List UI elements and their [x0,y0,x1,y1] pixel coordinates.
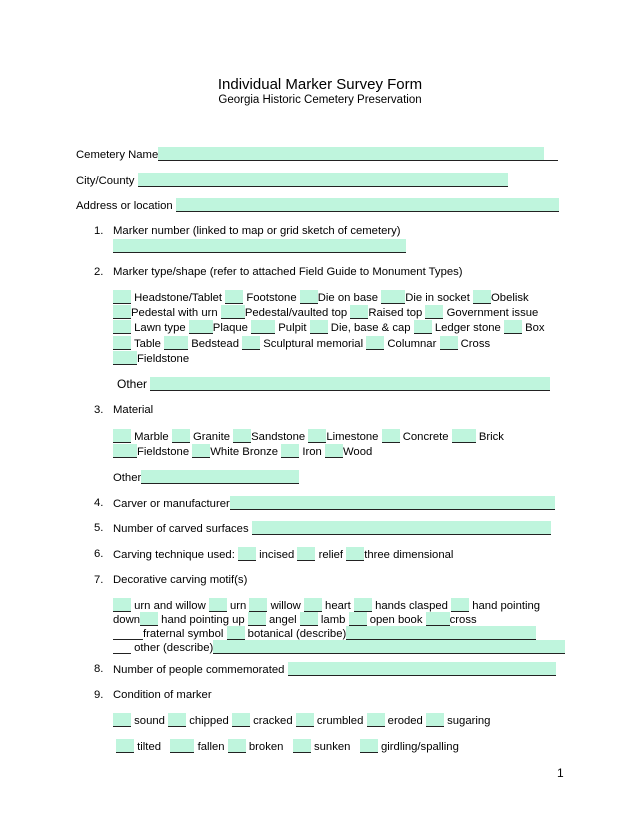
type-pulpit-blank[interactable] [251,320,275,334]
type-fieldstone-blank[interactable] [113,351,137,365]
type-pedestal-vaulted: Pedestal/vaulted top [244,307,348,319]
type-headstone-blank[interactable] [113,290,131,304]
technique-relief: relief [318,549,344,561]
material-brick: Brick [478,431,504,443]
item-5-number: 5. [94,522,104,534]
condition-sunken-blank[interactable] [293,739,311,753]
type-box-blank[interactable] [504,320,522,334]
item-7-number: 7. [94,574,104,586]
technique-3d: three dimensional [364,549,454,561]
condition-crumbled-blank[interactable] [296,713,314,727]
type-bedstead-blank[interactable] [164,336,188,350]
type-fieldstone: Fieldstone [137,353,190,365]
motif-urn-willow: urn and willow [134,600,206,612]
motif-cross: cross [449,614,477,626]
motif-urn: urn [230,600,247,612]
people-label: Number of people commemorated [113,664,285,676]
motif-other-blank[interactable] [113,640,131,654]
motif-hand-pointing-up: hand pointing up [161,614,245,626]
marker-type-row-3 [113,320,545,335]
type-box: Box [525,322,545,334]
carver-field[interactable] [230,496,555,510]
condition-chipped: chipped [189,715,229,727]
item-4-number: 4. [94,497,104,509]
material-limestone: Limestone [326,431,379,443]
condition-sound: sound [134,715,165,727]
marker-type-row-4 [113,336,490,351]
condition-broken: broken [248,741,284,753]
item-6-number: 6. [94,548,104,560]
type-bedstead: Bedstead [191,338,239,350]
type-sculptural: Sculptural memorial [263,338,364,350]
cemetery-name-row [76,147,558,162]
material-wood-blank[interactable] [325,444,343,458]
motif-down: down [113,614,141,626]
motif-angel-blank[interactable] [248,612,266,626]
motif-fraternal-blank[interactable] [113,626,143,640]
motif-angel: angel [268,614,297,626]
marker-type-label: Marker type/shape (refer to attached Field Guide to Monument Types) [113,266,463,278]
condition-girdling-blank[interactable] [360,739,378,753]
carving-technique-row [113,547,453,562]
motif-lamb-blank[interactable] [300,612,318,626]
motif-cross-blank[interactable] [426,612,450,626]
marker-number-label: Marker number (linked to map or grid sketch of cemetery) [113,225,401,237]
material-iron: Iron [302,446,322,458]
type-obelisk-blank[interactable] [473,290,491,304]
type-plaque: Plaque [212,322,248,334]
type-cross-blank[interactable] [440,336,458,350]
type-ledger: Ledger stone [434,322,501,334]
material-granite-blank[interactable] [172,429,190,443]
condition-fallen-blank[interactable] [170,739,194,753]
condition-cracked: cracked [253,715,293,727]
type-ledger-blank[interactable] [414,320,432,334]
type-table-blank[interactable] [113,336,131,350]
motif-willow-blank[interactable] [249,598,267,612]
condition-chipped-blank[interactable] [168,713,186,727]
material-white-bronze: White Bronze [210,446,279,458]
type-raised-top: Raised top [368,307,423,319]
address-field[interactable] [176,198,559,212]
type-die-on-base-blank[interactable] [300,290,318,304]
material-concrete: Concrete [402,431,449,443]
motif-heart: heart [325,600,351,612]
city-county-label: City/County [76,175,135,187]
motif-lamb: lamb [320,614,346,626]
motif-botanical: botanical (describe) [247,628,347,640]
motif-hand-pointing-up-blank[interactable] [140,612,158,626]
type-plaque-blank[interactable] [189,320,213,334]
material-other-label: Other [113,472,142,484]
type-headstone: Headstone/Tablet [134,292,223,304]
type-die-in-socket: Die in socket [405,292,470,304]
address-label: Address or location [76,200,173,212]
type-raised-top-blank[interactable] [350,305,368,319]
condition-sugaring-blank[interactable] [426,713,444,727]
motif-willow: willow [270,600,301,612]
type-die-base-cap-blank[interactable] [310,320,328,334]
type-die-in-socket-blank[interactable] [381,290,405,304]
condition-label: Condition of marker [113,689,212,701]
motif-urn-blank[interactable] [209,598,227,612]
marker-type-row-5 [113,351,189,366]
marker-type-row-1 [113,290,529,305]
carved-surfaces-label: Number of carved surfaces [113,523,249,535]
type-footstone-blank[interactable] [225,290,243,304]
type-columnar-blank[interactable] [366,336,384,350]
condition-row-1 [113,713,490,728]
motif-hand-pointing-blank[interactable] [451,598,469,612]
condition-cracked-blank[interactable] [232,713,250,727]
motif-hands-clasped: hands clasped [375,600,448,612]
material-sandstone-blank[interactable] [233,429,251,443]
city-county-field[interactable] [138,173,508,187]
page-title: Individual Marker Survey Form [217,76,423,93]
item-9-number: 9. [94,689,104,701]
type-lawn-blank[interactable] [113,320,131,334]
item-8-number: 8. [94,663,104,675]
motif-open-book: open book [369,614,423,626]
carver-row [113,496,555,511]
condition-eroded-blank[interactable] [367,713,385,727]
condition-crumbled: crumbled [316,715,364,727]
carving-technique-label: Carving technique used: [113,549,235,561]
cemetery-name-field[interactable] [158,147,544,161]
motif-hand-pointing: hand pointing [472,600,541,612]
type-die-base-cap: Die, base & cap [330,322,411,334]
technique-3d-blank[interactable] [346,547,364,561]
condition-eroded: eroded [387,715,423,727]
material-white-bronze-blank[interactable] [192,444,210,458]
motif-row-1 [113,598,540,613]
motif-hands-clasped-blank[interactable] [354,598,372,612]
material-other-field[interactable] [141,470,299,484]
motif-other: other (describe) [134,642,214,654]
type-pedestal-urn-blank[interactable] [113,305,131,319]
material-fieldstone-blank[interactable] [113,444,137,458]
motif-fraternal: fraternal symbol [143,628,224,640]
condition-broken-blank[interactable] [228,739,246,753]
type-lawn: Lawn type [134,322,186,334]
type-government-blank[interactable] [425,305,443,319]
technique-relief-blank[interactable] [297,547,315,561]
type-sculptural-blank[interactable] [242,336,260,350]
condition-row-2 [116,739,459,754]
material-iron-blank[interactable] [281,444,299,458]
motif-open-book-blank[interactable] [349,612,367,626]
marker-type-row-2 [113,305,538,320]
material-row-1 [113,429,504,444]
type-columnar: Columnar [387,338,437,350]
people-row [113,662,556,677]
type-other-field[interactable] [150,377,550,391]
material-wood: Wood [342,446,373,458]
type-footstone: Footstone [246,292,297,304]
city-county-row [76,173,508,188]
type-pedestal-urn: Pedestal with urn [131,307,218,319]
motifs-label: Decorative carving motif(s) [113,574,248,586]
type-other-label: Other [117,377,148,391]
material-limestone-blank[interactable] [308,429,326,443]
type-die-on-base: Die on base [317,292,379,304]
technique-incised-blank[interactable] [238,547,256,561]
type-table: Table [133,338,161,350]
technique-incised: incised [259,549,295,561]
item-2-number: 2. [94,266,104,278]
material-concrete-blank[interactable] [382,429,400,443]
type-government: Government issue [446,307,539,319]
motif-heart-blank[interactable] [304,598,322,612]
cemetery-name-label: Cemetery Name [76,149,159,161]
material-marble: Marble [134,431,169,443]
condition-tilted-blank[interactable] [116,739,134,753]
type-pulpit: Pulpit [278,322,307,334]
carved-surfaces-field[interactable] [252,521,551,535]
condition-tilted: tilted [137,741,162,753]
item-3-number: 3. [94,404,104,416]
motif-row-4 [113,640,565,655]
motif-other-field[interactable] [213,640,565,654]
type-pedestal-vaulted-blank[interactable] [221,305,245,319]
material-granite: Granite [192,431,230,443]
condition-fallen: fallen [197,741,225,753]
motif-row-2 [113,612,477,627]
condition-sunken: sunken [313,741,351,753]
type-obelisk: Obelisk [491,292,529,304]
people-field[interactable] [288,662,556,676]
type-cross: Cross [460,338,491,350]
motif-botanical-blank[interactable] [227,626,245,640]
material-marble-blank[interactable] [113,429,131,443]
condition-girdling: girdling/spalling [380,741,459,753]
motif-row-3 [113,626,536,641]
material-brick-blank[interactable] [452,429,476,443]
address-row [76,198,559,213]
condition-sound-blank[interactable] [113,713,131,727]
condition-sugaring: sugaring [447,715,491,727]
motif-botanical-field[interactable] [346,626,536,640]
page-subtitle: Georgia Historic Cemetery Preservation [218,94,422,106]
material-fieldstone: Fieldstone [137,446,190,458]
marker-number-field[interactable] [113,239,406,253]
motif-urn-willow-blank[interactable] [113,598,131,612]
material-sandstone: Sandstone [251,431,306,443]
material-label: Material [113,404,154,416]
carved-surfaces-row [113,521,551,536]
carver-label: Carver or manufacturer [113,498,230,510]
material-other-row [113,470,299,485]
marker-type-other-row [117,377,550,391]
item-1-number: 1. [94,225,104,237]
page-number: 1 [557,766,564,780]
material-row-2 [113,444,372,459]
